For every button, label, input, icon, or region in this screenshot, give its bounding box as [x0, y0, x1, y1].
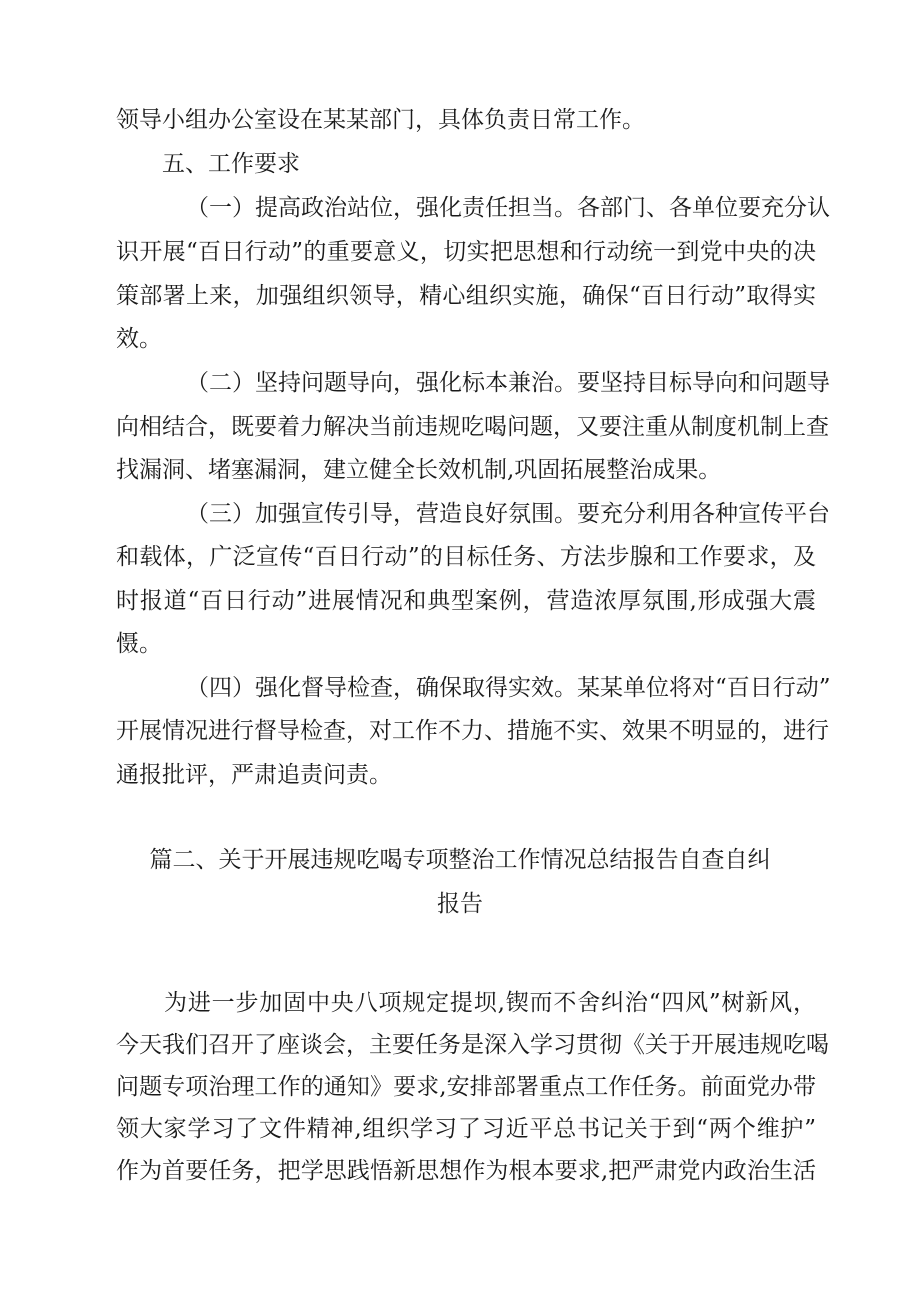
- paragraph-line: 开展情况进行督导检查，对工作不力、措施不实、效果不明显的，进行: [116, 718, 829, 744]
- paragraph-line: 问题专项治理工作的通知》要求,安排部署重点工作任务。前面党办带: [116, 1074, 816, 1100]
- paragraph-line: 效。: [116, 326, 162, 352]
- paragraph-line: 领大家学习了文件精神,组织学习了习近平总书记关于到“两个维护”: [116, 1116, 816, 1142]
- paragraph-line: 时报道“百日行动”进展情况和典型案例，营造浓厚氛围,形成强大震: [116, 588, 816, 614]
- section-title-line2: 报告: [437, 891, 483, 917]
- paragraph-line: （三）加强宣传引导，营造良好氛围。要充分利用各种宣传平台: [186, 501, 830, 527]
- paragraph-line: 今天我们召开了座谈会，主要任务是深入学习贯彻《关于开展违规吃喝: [116, 1032, 829, 1058]
- paragraph-line: （一）提高政治站位，强化责任担当。各部门、各单位要充分认: [186, 195, 830, 221]
- paragraph-line: 通报批评，严肃追责问责。: [116, 762, 392, 788]
- paragraph-line: 找漏洞、堵塞漏洞，建立健全长效机制,巩固拓展整治成果。: [116, 457, 722, 483]
- paragraph-line: 领导小组办公室设在某某部门，具体负责日常工作。: [116, 107, 645, 133]
- section-heading: 五、工作要求: [162, 151, 300, 177]
- paragraph-line: 为进一步加固中央八项规定提坝,锲而不舍纠治“四风”树新风，: [164, 990, 816, 1016]
- paragraph-line: 作为首要任务，把学思践悟新思想作为根本要求,把严肃党内政治生活: [116, 1158, 816, 1184]
- paragraph-line: 和载体，广泛宣传“百日行动”的目标任务、方法步腺和工作要求，及: [116, 544, 816, 570]
- paragraph-line: （二）坚持问题导向，强化标本兼治。要坚持目标导向和问题导: [186, 370, 830, 396]
- paragraph-line: 向相结合，既要着力解决当前违规吃喝问题，又要注重从制度机制上查: [116, 414, 829, 440]
- paragraph-line: 慑。: [116, 631, 162, 657]
- section-title-line1: 篇二、关于开展违规吃喝专项整治工作情况总结报告自查自纠: [149, 847, 771, 873]
- paragraph-line: （四）强化督导检查，确保取得实效。某某单位将对“百日行动”: [186, 675, 831, 701]
- paragraph-line: 识开展“百日行动”的重要意义，切实把思想和行动统一到党中央的决: [116, 239, 816, 265]
- paragraph-line: 策部署上来，加强组织领导，精心组织实施，确保“百日行动”取得实: [116, 283, 816, 309]
